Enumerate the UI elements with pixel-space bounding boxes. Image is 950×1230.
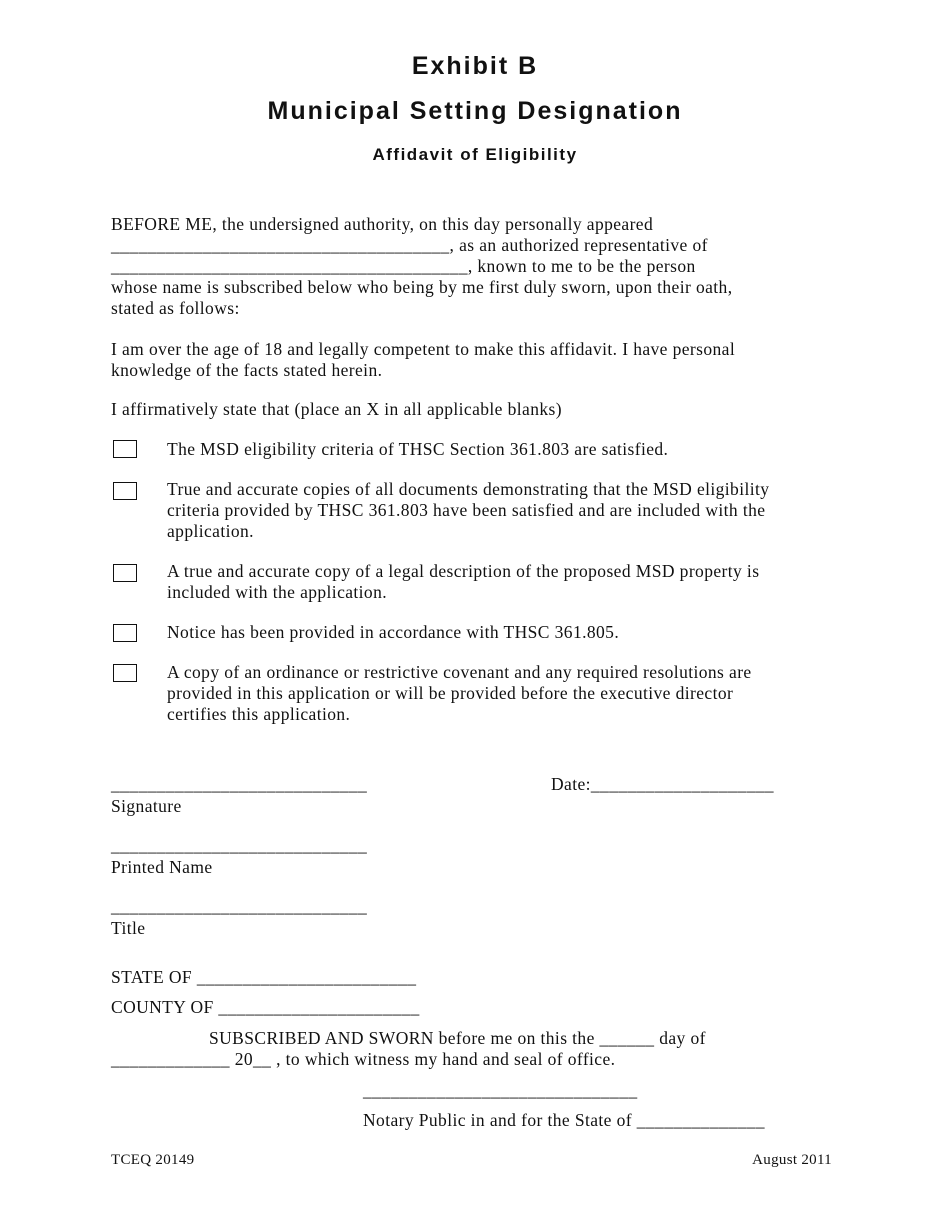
checklist-item bbox=[167, 439, 847, 460]
section-heading: Affidavit of Eligibility bbox=[372, 145, 578, 164]
form-id: TCEQ 20149 bbox=[111, 1152, 195, 1168]
checklist-item bbox=[167, 622, 847, 643]
intro-line: stated as follows: bbox=[111, 298, 240, 318]
sworn-statement-line: SUBSCRIBED AND SWORN before me on this the ______ day of bbox=[209, 1028, 706, 1048]
title-label: Title bbox=[111, 918, 146, 938]
checkbox-legal-description[interactable] bbox=[113, 564, 137, 582]
instruction-text: I affirmatively state that (place an X in all applicable blanks) bbox=[111, 399, 562, 419]
form-date: August 2011 bbox=[752, 1152, 832, 1168]
notary-signature-field[interactable]: ______________________________ bbox=[363, 1080, 638, 1100]
intro-line: BEFORE ME, the undersigned authority, on this day personally appeared bbox=[111, 214, 654, 234]
checklist-item-text: certifies this application. bbox=[167, 704, 351, 724]
competence-paragraph bbox=[111, 339, 836, 381]
printed-name-label: Printed Name bbox=[111, 857, 213, 877]
checkbox-eligibility-criteria[interactable] bbox=[113, 440, 137, 458]
checkbox-ordinance-copy[interactable] bbox=[113, 664, 137, 682]
competence-line: knowledge of the facts stated herein. bbox=[111, 360, 383, 380]
intro-paragraph bbox=[111, 214, 836, 319]
checklist-item bbox=[167, 561, 847, 603]
title-field[interactable]: ____________________________ bbox=[111, 896, 368, 916]
document-title: Exhibit B bbox=[411, 52, 539, 80]
signature-field[interactable]: ____________________________ bbox=[111, 774, 368, 794]
checklist-item-text: A copy of an ordinance or restrictive covenant and any required resolutions are bbox=[167, 662, 752, 682]
signature-label: Signature bbox=[111, 796, 182, 816]
sworn-statement-line: _____________ 20__ , to which witness my hand and seal of office. bbox=[111, 1049, 616, 1069]
checklist-item-text: provided in this application or will be provided before the executive director bbox=[167, 683, 734, 703]
date-field[interactable]: Date:____________________ bbox=[551, 774, 774, 794]
checklist-item-text: included with the application. bbox=[167, 582, 388, 602]
county-field[interactable]: COUNTY OF ______________________ bbox=[111, 997, 420, 1017]
checklist-item-text: A true and accurate copy of a legal description of the proposed MSD property is bbox=[167, 561, 760, 581]
intro-line: _____________________________________, as an authorized representative of bbox=[111, 235, 708, 255]
document-subtitle: Municipal Setting Designation bbox=[267, 97, 683, 125]
intro-line: _______________________________________, known to me to be the person bbox=[111, 256, 696, 276]
checkbox-document-copies[interactable] bbox=[113, 482, 137, 500]
checklist-item-text: Notice has been provided in accordance with THSC 361.805. bbox=[167, 622, 620, 642]
checklist-item-text: application. bbox=[167, 521, 254, 541]
checklist-item-text: criteria provided by THSC 361.803 have been satisfied and are included with the bbox=[167, 500, 766, 520]
competence-line: I am over the age of 18 and legally competent to make this affidavit. I have personal bbox=[111, 339, 736, 359]
notary-label: Notary Public in and for the State of ______________ bbox=[363, 1110, 765, 1130]
checklist-item-text: True and accurate copies of all documents demonstrating that the MSD eligibility bbox=[167, 479, 770, 499]
intro-line: whose name is subscribed below who being by me first duly sworn, upon their oath, bbox=[111, 277, 733, 297]
checkbox-notice-provided[interactable] bbox=[113, 624, 137, 642]
state-field[interactable]: STATE OF ________________________ bbox=[111, 967, 417, 987]
checklist-item-text: The MSD eligibility criteria of THSC Section 361.803 are satisfied. bbox=[167, 439, 669, 459]
printed-name-field[interactable]: ____________________________ bbox=[111, 835, 368, 855]
checklist-item bbox=[167, 479, 847, 542]
checklist-item bbox=[167, 662, 847, 725]
